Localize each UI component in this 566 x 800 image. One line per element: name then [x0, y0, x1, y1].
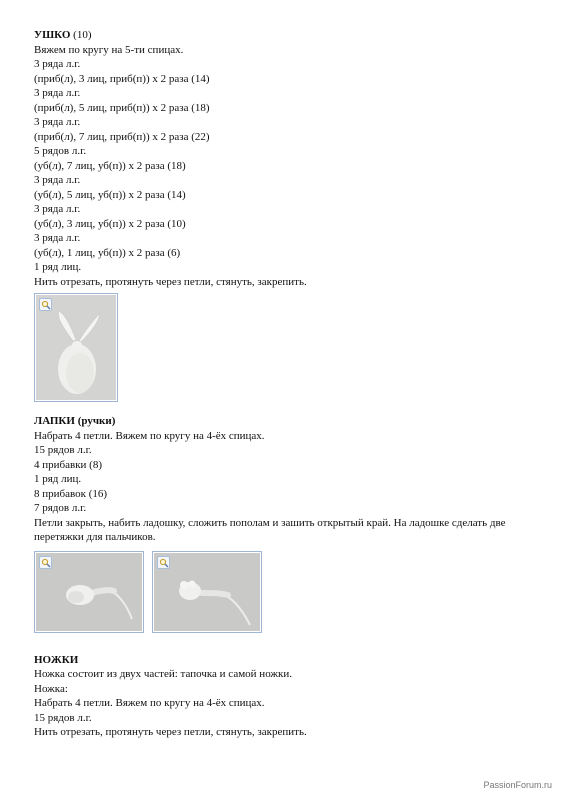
paw-photo-thumbnail-2[interactable]	[152, 551, 262, 633]
nozhki-title: НОЖКИ	[34, 653, 79, 666]
ushko-line: 3 ряда л.г.	[34, 87, 81, 99]
ushko-line: 5 рядов л.г.	[34, 145, 87, 157]
ushko-line: (приб(л), 3 лиц, приб(п)) х 2 раза (14)	[34, 72, 210, 85]
lapki-line: 1 ряд лиц.	[34, 473, 82, 485]
ushko-line: 3 ряда л.г.	[34, 232, 81, 244]
ushko-line: (приб(л), 7 лиц, приб(п)) х 2 раза (22)	[34, 130, 210, 143]
paw-photo-1	[36, 553, 142, 631]
ushko-count: (10)	[73, 29, 92, 41]
magnifier-icon[interactable]	[39, 556, 52, 569]
ushko-heading	[34, 28, 534, 43]
nozhki-line: Ножка состоит из двух частей: тапочка и самой ножки.	[34, 668, 293, 680]
document-body	[34, 28, 534, 740]
ushko-line: 3 ряда л.г.	[34, 58, 81, 70]
lapki-title: ЛАПКИ (ручки)	[34, 415, 116, 427]
site-watermark: PassionForum.ru	[483, 780, 552, 790]
bunny-photo	[36, 295, 116, 400]
ushko-line: (уб(л), 1 лиц, уб(п)) х 2 раза (6)	[34, 246, 181, 259]
ushko-line: 3 ряда л.г.	[34, 116, 81, 128]
nozhki-line: 15 рядов л.г.	[34, 711, 92, 724]
lapki-line: Петли закрыть, набить ладошку, сложить пополам и зашить открытый край. На ладошке сделать две перетяжки для пальчиков.	[34, 516, 506, 543]
nozhki-line: Набрать 4 петли. Вяжем по кругу на 4-ёх спицах.	[34, 697, 265, 709]
nozhki-line: Ножка:	[34, 682, 68, 695]
bunny-photo-thumbnail[interactable]	[34, 293, 118, 402]
ushko-line: 3 ряда л.г.	[34, 203, 81, 215]
ushko-line: (уб(л), 3 лиц, уб(п)) х 2 раза (10)	[34, 217, 186, 230]
ushko-line: (приб(л), 5 лиц, приб(п)) х 2 раза (18)	[34, 101, 210, 114]
paw-photo-thumbnail-1[interactable]	[34, 551, 144, 633]
ushko-line: Вяжем по кругу на 5-ти спицах.	[34, 43, 184, 56]
ushko-line: (уб(л), 5 лиц, уб(п)) х 2 раза (14)	[34, 188, 186, 201]
paws-photos	[34, 551, 534, 633]
lapki-line: 8 прибавок (16)	[34, 487, 108, 500]
ushko-line: 3 ряда л.г.	[34, 174, 81, 186]
ushko-line: 1 ряд лиц.	[34, 261, 82, 273]
ushko-line: (уб(л), 7 лиц, уб(п)) х 2 раза (18)	[34, 159, 186, 172]
nozhki-line: Нить отрезать, протянуть через петли, стянуть, закрепить.	[34, 726, 307, 738]
magnifier-icon[interactable]	[39, 298, 52, 311]
ushko-line: Нить отрезать, протянуть через петли, стянуть, закрепить.	[34, 275, 307, 288]
lapki-line: 4 прибавки (8)	[34, 458, 103, 471]
paw-photo-2	[154, 553, 260, 631]
magnifier-icon[interactable]	[157, 556, 170, 569]
lapki-line: Набрать 4 петли. Вяжем по кругу на 4-ёх спицах.	[34, 429, 265, 442]
lapki-line: 7 рядов л.г.	[34, 502, 87, 514]
lapki-line: 15 рядов л.г.	[34, 444, 92, 456]
ushko-title: УШКО	[34, 29, 71, 41]
